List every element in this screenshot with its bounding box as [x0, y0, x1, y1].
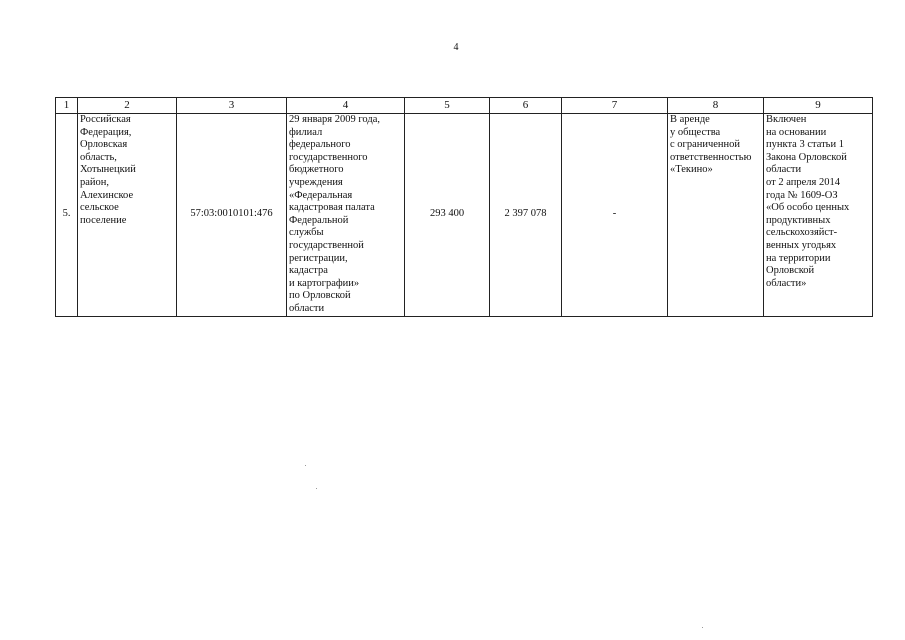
- column-number: 6: [490, 98, 562, 114]
- land-registry-table: [55, 97, 873, 317]
- area-value: 293 400: [429, 208, 465, 220]
- column-7-value: -: [612, 208, 617, 220]
- cost-value: 2 397 078: [504, 208, 547, 220]
- area-cell: [405, 114, 490, 317]
- page-number: 4: [453, 42, 459, 53]
- column-number: 1: [56, 98, 78, 114]
- scan-speck: [316, 488, 317, 489]
- location-text: Российская Федерация, Орловская область, Хотынецкий район, Алехинское сельское поселение: [80, 114, 136, 226]
- subject-cell: [78, 114, 177, 317]
- column-7-cell: [562, 114, 668, 317]
- column-number: 8: [668, 98, 764, 114]
- column-number: 3: [177, 98, 287, 114]
- scan-speck: [305, 465, 306, 466]
- column-number: 4: [287, 98, 405, 114]
- column-number: 9: [764, 98, 873, 114]
- source-text: 29 января 2009 года, филиал федерального государственного бюджетного учреждения «Федеральная кадастровая палата Федеральной службы государственной регистрации, кадастра и картографии» по Орловской области: [289, 114, 381, 314]
- basis-text: Включен на основании пункта 3 статьи 1 Закона Орловской области от 2 апреля 2014 года № 1609-ОЗ «Об особо ценных продуктивных сельскохозяйст- венных угодьях на территории Орловской области»: [766, 114, 850, 289]
- column-number: 2: [78, 98, 177, 114]
- row-number: 5.: [62, 208, 71, 220]
- scan-speck: [702, 627, 703, 628]
- row-number-cell: [56, 114, 78, 317]
- column-number: 7: [562, 98, 668, 114]
- column-number-row: [56, 98, 873, 114]
- source-cell: [287, 114, 405, 317]
- cadastral-number: 57:03:0010101:476: [190, 208, 273, 220]
- rights-cell: [668, 114, 764, 317]
- cadastral-cell: [177, 114, 287, 317]
- basis-cell: [764, 114, 873, 317]
- rights-text: В аренде у общества с ограниченной ответственностью «Текино»: [670, 114, 752, 176]
- table-row: [56, 114, 873, 317]
- cost-cell: [490, 114, 562, 317]
- column-number: 5: [405, 98, 490, 114]
